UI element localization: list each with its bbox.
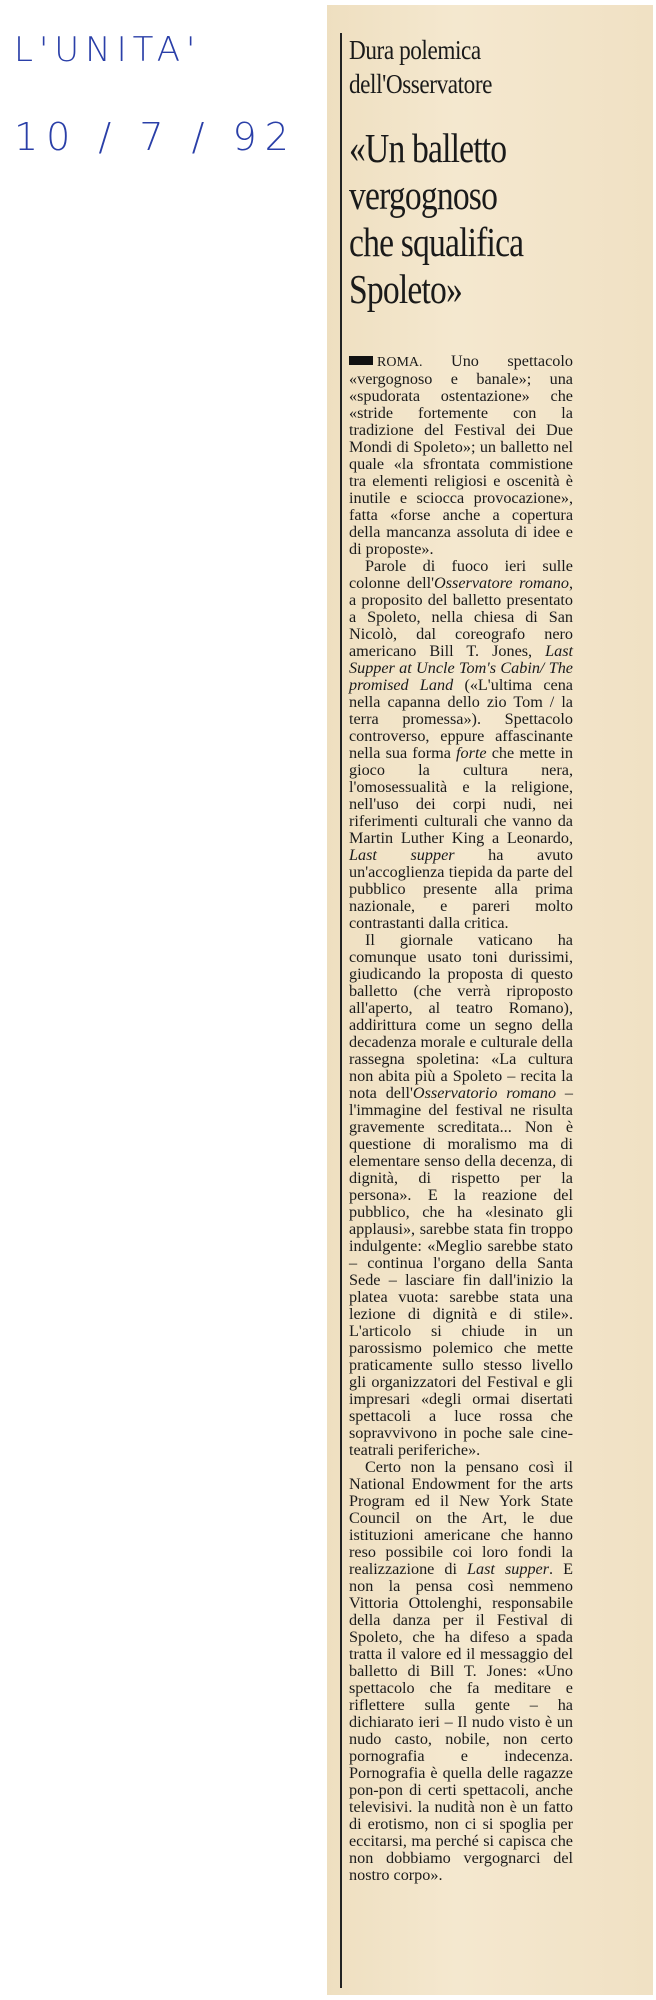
handwritten-source-note: L'UNITA'	[14, 30, 202, 70]
article	[349, 33, 573, 1884]
kicker-line: Dura polemica	[349, 35, 481, 65]
text-segment: . E non la pensa così nemmeno Vittoria Ottolenghi, responsabile della danza per il Festival di Spoleto, che ha difeso a spada tratta il valore ed il messaggio del balletto di Bill T. Jones: «Uno spettacolo che fa meditare e riflettere sulla gente – ha dichiarato ieri – Il nudo visto è un nudo casto, nobile, non certo pornografia e indecenza. Pornografia è quella delle ragazze pon-pon di certi spettacoli, anche televisivi. la nudità non è un fatto di erotismo, non ci si spoglia per eccitarsi, ma perché si capisca che non dobbiamo vergognarci del nostro corpo».	[349, 1560, 573, 1884]
text-segment: che mette in gioco la cultura nera, l'omosessualità e la religione, nell'uso dei corpi nudi, nei riferimenti culturali che vanno da Martin Luther King a Leonardo,	[349, 744, 573, 847]
paragraph-2	[349, 932, 573, 1459]
headline-line: che squalifica	[349, 219, 524, 265]
headline-line: Spoleto»	[349, 266, 462, 312]
text-segment: («L'ultima cena nella capanna dello zio Tom / la terra promessa»). Spettacolo controverso, eppure affascinante nella sua forma	[349, 676, 573, 762]
paragraph-1	[349, 558, 573, 932]
headline-line: «Un balletto	[349, 125, 507, 171]
text-segment: – l'immagine del festival ne risulta gravemente screditata... Non è questione di moralismo ma di elementare senso della decenza, di dignità, di rispetto per la persona». E la reazione del pubblico, che ha «lesinato gli applausi», sarebbe stata fin troppo indulgente: «Meglio sarebbe stato – continua l'organo della Santa Sede – lasciare fin dall'inizio la platea vuota: sarebbe stata una lezione di dignità e di stile». L'articolo si chiude in un parossismo polemico che mette praticamente sullo stesso livello gli organizzatori del Festival e gli impresari «degli ormai disertati spettacoli a luce rossa che sopravvivono in poche sale cine-teatrali periferiche».	[349, 1084, 573, 1459]
text-segment: Certo non la pensano così il National Endowment for the arts Program ed il New York State Council on the Art, le due istituzioni americane che hanno reso possibile coi loro fondi la realizzazione di	[349, 1458, 573, 1578]
article-body	[349, 353, 573, 1884]
article-kicker	[349, 33, 542, 101]
newspaper-clipping	[327, 5, 653, 1995]
italic-title: Last Supper at Uncle Tom's Cabin/ The promised Land	[349, 642, 573, 694]
italic-title: Osservatore romano	[434, 574, 569, 592]
italic-title: Osservatorio romano	[412, 1084, 557, 1102]
column-rule	[340, 33, 342, 1988]
dateline-block-icon	[349, 356, 373, 365]
kicker-line: dell'Osservatore	[349, 69, 493, 99]
text-segment: , a proposito del balletto presentato a Spoleto, nella chiesa di San Nicolò, dal coreografo nero americano Bill T. Jones,	[349, 574, 573, 660]
italic-word: forte	[456, 744, 487, 762]
text-segment: Parole di fuoco ieri sulle colonne dell'	[349, 557, 573, 592]
dateline: ROMA.	[377, 355, 423, 370]
handwritten-date-note: 10 / 7 / 92	[14, 115, 297, 159]
italic-title: Last supper	[349, 846, 455, 864]
italic-title: Last supper	[467, 1560, 550, 1578]
text-segment: ha avuto un'accoglienza tiepida da parte del pubblico presente alla prima nazionale, e pareri molto contrastanti dalla critica.	[349, 846, 573, 932]
text-segment: Il giornale vaticano ha comunque usato toni durissimi, giudicando la proposta di questo balletto (che verrà riproposto all'aperto, al teatro Romano), addirittura come un segno della decadenza morale e culturale della rassegna spoletina: «La cultura non abita più a Spoleto – recita la nota dell'	[349, 931, 573, 1102]
text-segment: Uno spettacolo «vergognoso e banale»; una «spudorata ostentazione» che «stride fortemente con la tradizione del Festival dei Due Mondi di Spoleto»; un balletto nel quale «la sfrontata commistione tra elementi religiosi e oscenità è inutile e sciocca provocazione», fatta «forse anche a copertura della mancanza assoluta di idee e di proposte».	[349, 352, 573, 558]
paragraph-0	[349, 353, 573, 558]
headline-line: vergognoso	[349, 172, 498, 218]
article-headline	[349, 125, 533, 313]
paragraph-3	[349, 1459, 573, 1884]
